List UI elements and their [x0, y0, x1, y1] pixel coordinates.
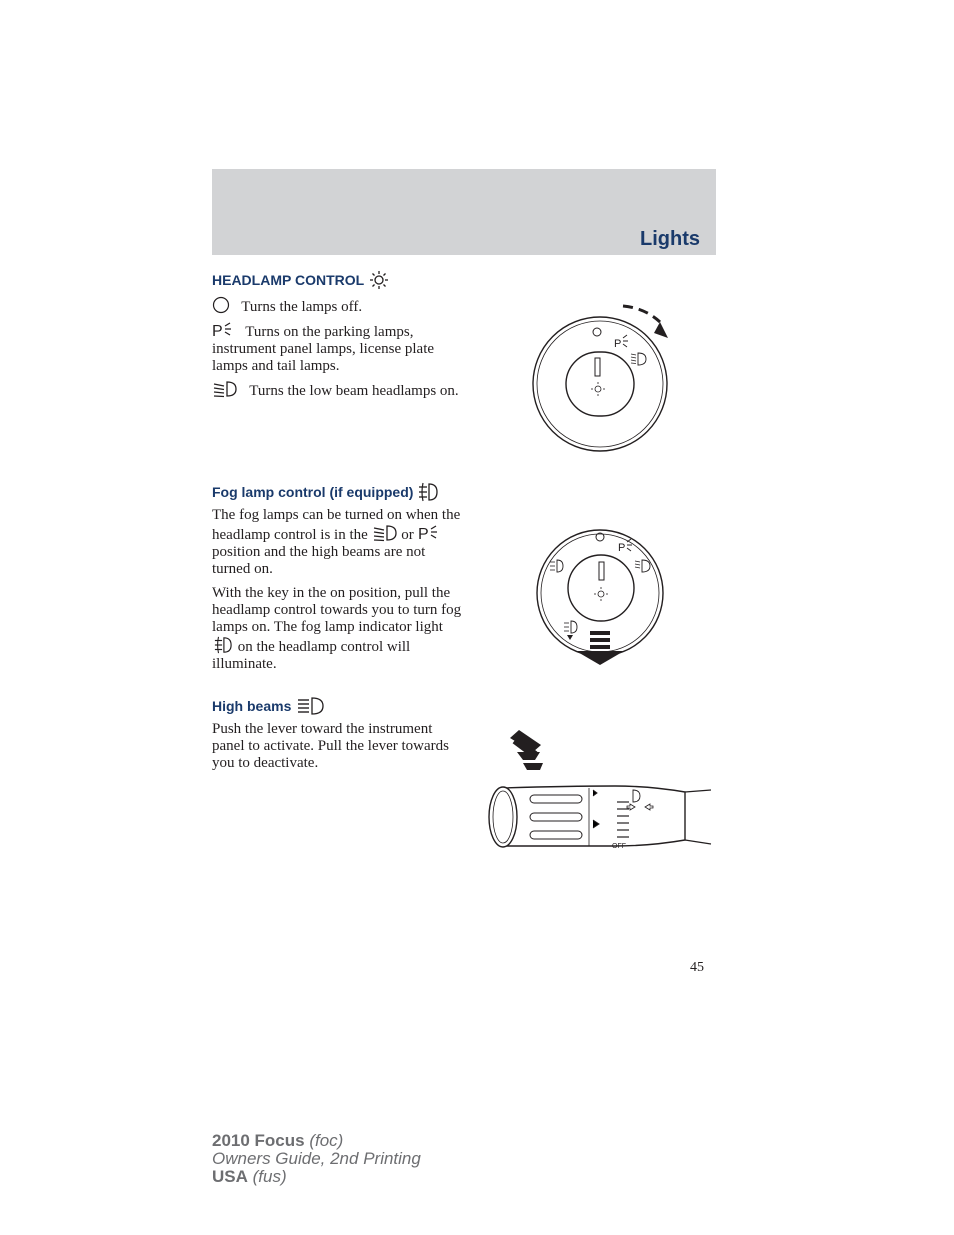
- page-number: 45: [690, 960, 704, 975]
- parking-position-description: [212, 321, 466, 375]
- high-beam-icon: [295, 696, 325, 716]
- fog-lamp-heading: [212, 482, 439, 502]
- high-beams-heading: [212, 696, 325, 716]
- low-beam-icon: [212, 380, 238, 398]
- parking-lamp-icon: [212, 321, 234, 339]
- footer-market: USA: [212, 1167, 248, 1186]
- fog-lamp-icon: [417, 482, 439, 502]
- parking-lamp-icon: [418, 524, 440, 542]
- lowbeam-position-description: [212, 380, 466, 400]
- lever-off-label: OFF: [612, 843, 626, 850]
- off-position-text: Turns the lamps off.: [241, 299, 363, 315]
- fog-lamp-paragraph-2: [212, 585, 466, 673]
- fog-lamp-p2-text-b: on the headlamp control will illuminate.: [212, 639, 411, 672]
- svg-text:P: P: [212, 323, 223, 339]
- footer-model-code: (foc): [304, 1131, 344, 1150]
- footer-line-1: [212, 1132, 421, 1150]
- page-title: Lights: [640, 228, 700, 250]
- fog-lamp-title: Fog lamp control (if equipped): [212, 484, 414, 500]
- lamp-sun-icon: [368, 270, 390, 290]
- lowbeam-position-text: Turns the low beam headlamps on.: [249, 383, 459, 399]
- headlamp-control-heading: [212, 270, 390, 290]
- low-beam-icon: [372, 524, 398, 542]
- fog-lamp-p1-text-b: position and the high beams are not turned on.: [212, 544, 426, 577]
- headlamp-control-title: HEADLAMP CONTROL: [212, 272, 365, 288]
- high-beams-title: High beams: [212, 698, 292, 714]
- svg-text:P: P: [417, 526, 429, 542]
- footer-line-3: [212, 1168, 421, 1186]
- high-beams-description: Push the lever toward the instrument panel to activate. Pull the lever towards you to deactivate.: [212, 721, 450, 771]
- parking-position-text: Turns on the parking lamps, instrument panel lamps, license plate lamps and tail lamps.: [212, 324, 435, 374]
- off-position-description: [212, 296, 466, 316]
- headlamp-dial-diagram: [520, 300, 700, 460]
- footer-edition: Owners Guide, 2nd Printing: [212, 1149, 421, 1168]
- footer-line-2: [212, 1150, 421, 1168]
- footer-market-code: (fus): [247, 1167, 287, 1186]
- fog-lamp-paragraph-1: [212, 507, 466, 578]
- fog-lamp-p2-text-a: With the key in the on position, pull the headlamp control towards you to turn fog lamps on. The fog lamp indicator light: [212, 585, 462, 635]
- fog-lamp-p1-or: or: [401, 527, 414, 543]
- document-footer: [212, 1132, 421, 1186]
- dial-parking-label: P: [618, 542, 626, 554]
- dial-parking-label: P: [614, 338, 622, 350]
- fog-lamp-dial-diagram: [520, 515, 690, 675]
- fog-lamp-indicator-icon: [212, 636, 234, 654]
- multifunction-lever-diagram: [485, 730, 715, 855]
- off-circle-icon: [212, 296, 230, 314]
- fog-lamp-p1-text-a: The fog lamps can be turned on when the headlamp control is in the: [212, 507, 461, 543]
- footer-model: 2010 Focus: [212, 1131, 305, 1150]
- section-header-band: [212, 169, 716, 255]
